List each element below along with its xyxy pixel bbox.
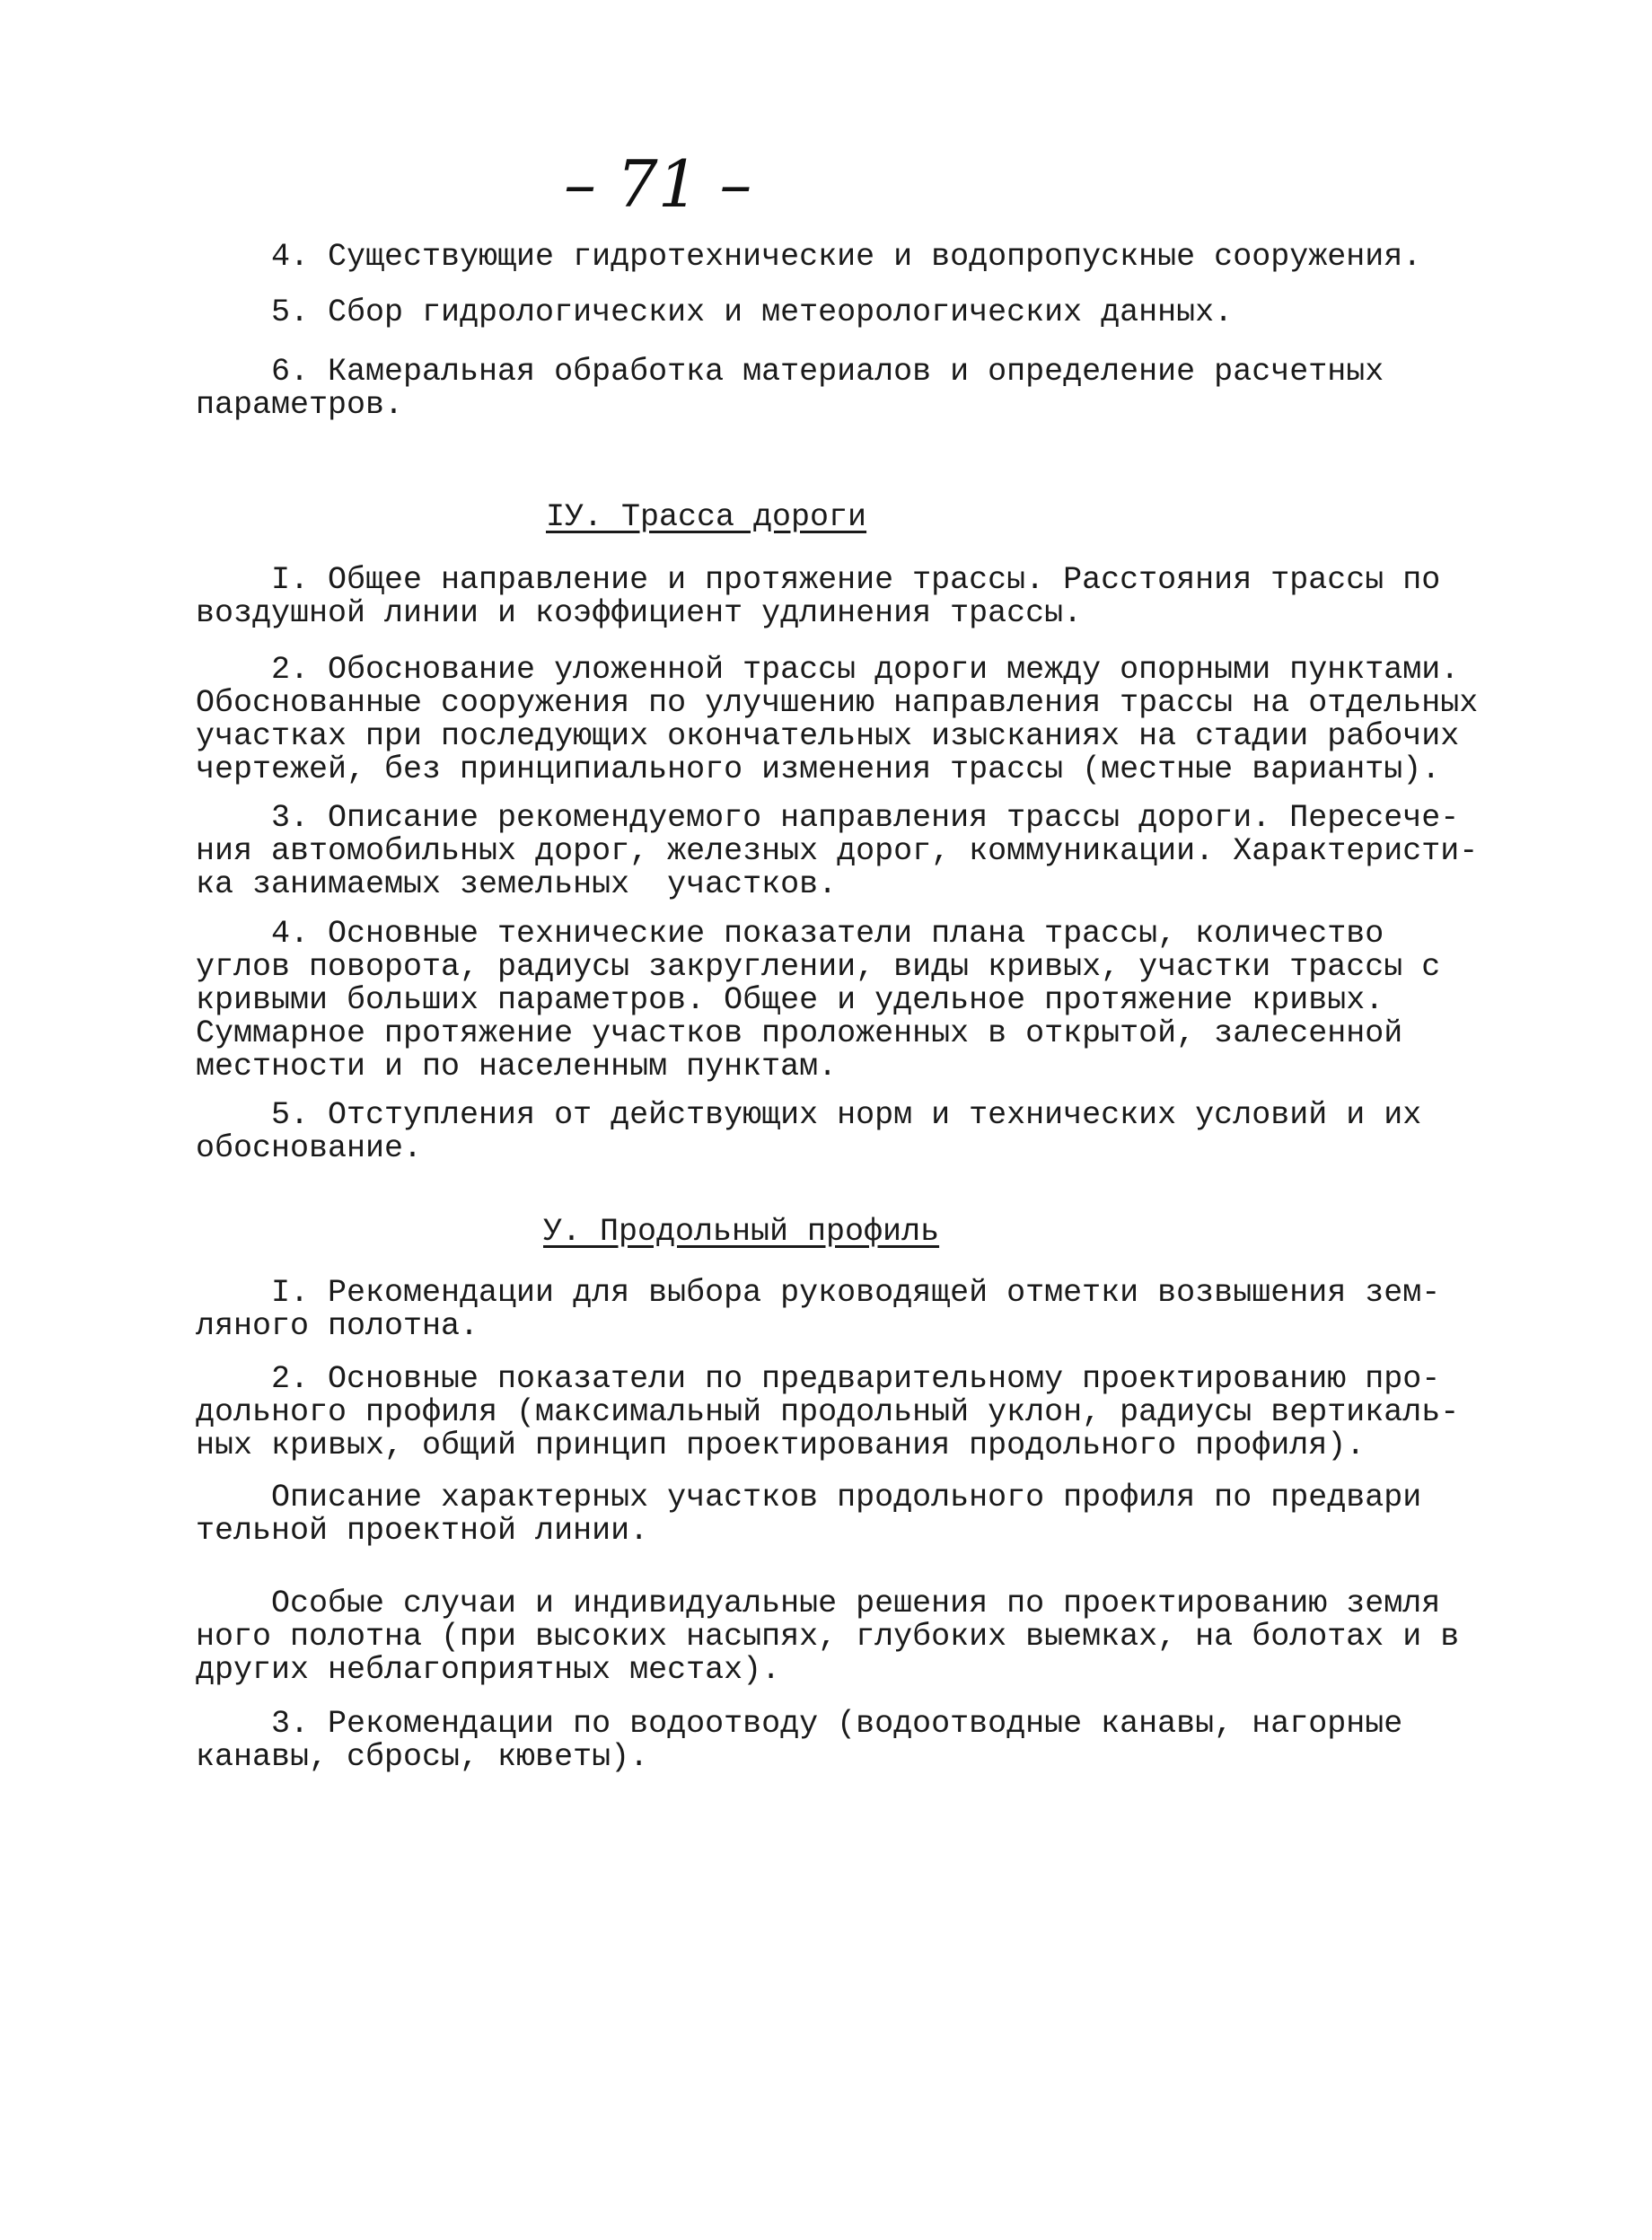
list-item: 2. Обоснование уложенной трассы дороги между опорными пунктами. Обоснованные сооружения по улучшению направления трассы на отдельных участках при последующих окончательных изысканиях на стадии рабочих чертежей, без принципиального изменения трассы (местные варианты). <box>196 652 1479 787</box>
list-item: I. Общее направление и протяжение трассы. Расстояния трассы по воздушной линии и коэффициент удлинения трассы. <box>196 562 1441 631</box>
list-item: 3. Описание рекомендуемого направления трассы дороги. Пересече- ния автомобильных дорог, железных дорог, коммуникации. Характеристи- ка занимаемых земельных участков. <box>196 800 1479 902</box>
list-item: 5. Сбор гидрологических и метеорологических данных. <box>196 294 1234 330</box>
list-item: 6. Камеральная обработка материалов и определение расчетных параметров. <box>196 354 1384 423</box>
list-item: I. Рекомендации для выбора руководящей отметки возвышения зем- ляного полотна. <box>196 1275 1441 1344</box>
list-item: Особые случаи и индивидуальные решения по проектированию земля ного полотна (при высоких насыпях, глубоких выемках, на болотах и в других неблагоприятных местах). <box>196 1586 1460 1688</box>
page-number: – 71 – <box>564 146 752 222</box>
list-item: 3. Рекомендации по водоотводу (водоотводные канавы, нагорные канавы, сбросы, кюветы). <box>196 1706 1403 1775</box>
list-item: 4. Основные технические показатели плана трассы, количество углов поворота, радиусы закруглении, виды кривых, участки трассы с кривыми больших параметров. Общее и удельное протяжение кривых. Суммарное протяжение участков проложенных в открытой, залесенной местности и по населенным пунктам. <box>196 916 1441 1085</box>
section-heading-longitudinal-profile: У. Продольный профиль <box>543 1214 940 1250</box>
list-item: 4. Существующие гидротехнические и водопропускные сооружения. <box>196 239 1422 275</box>
list-item: Описание характерных участков продольного профиля по предвари тельной проектной линии. <box>196 1480 1422 1549</box>
list-item: 5. Отступления от действующих норм и технических условий и их обоснование. <box>196 1097 1422 1166</box>
section-heading-route: IУ. Трасса дороги <box>546 499 867 535</box>
list-item: 2. Основные показатели по предварительному проектированию про- дольного профиля (максимальный продольный уклон, радиусы вертикаль- ных кривых, общий принцип проектирования продольного профиля). <box>196 1361 1460 1463</box>
